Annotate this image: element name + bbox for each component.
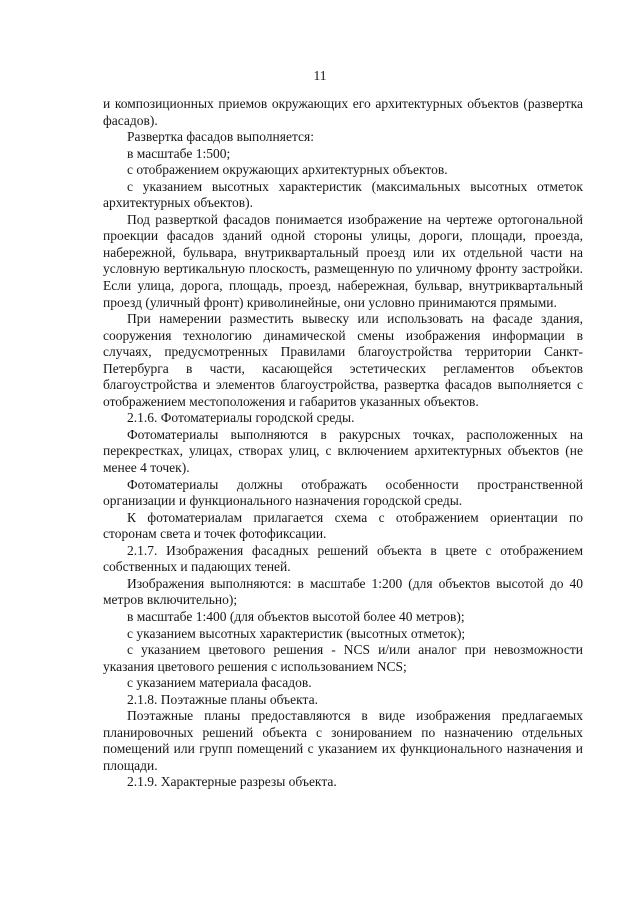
list-item: в масштабе 1:400 (для объектов высотой более 40 метров); [127,608,465,624]
document-body [103,96,583,791]
list-item: в масштабе 1:500; [127,145,231,161]
paragraph: Изображения выполняются: в масштабе 1:200 (для объектов высотой до 40 метров включительно); [103,575,583,608]
paragraph: При намерении разместить вывеску или использовать на фасаде здания, сооружения технологию динамической смены изображения информации в случаях, предусмотренных Правилами благоустройства территории Санкт-Петербурга в части, касающейся эстетических регламентов объектов благоустройства и элементов благоустройства, развертка фасадов выполняется с отображением местоположения и габаритов указанных объектов. [103,311,583,409]
paragraph: Фотоматериалы должны отображать особенности пространственной организации и функционального назначения городской среды. [103,476,583,509]
list-item: с указанием высотных характеристик (высотных отметок); [127,625,466,641]
paragraph: Поэтажные планы предоставляются в виде изображения предлагаемых планировочных решений объекта с зонированием по назначению отдельных помещений или групп помещений с указанием их функционального назначения и площади. [103,708,583,773]
section-heading: 2.1.9. Характерные разрезы объекта. [127,774,337,790]
list-item: с указанием цветового решения - NCS и/или аналог при невозможности указания цветового решения с использованием NCS; [103,642,583,674]
list-item: с отображением окружающих архитектурных объектов. [127,162,448,178]
list-item: с указанием высотных характеристик (максимальных высотных отметок архитектурных объектов). [103,178,583,211]
paragraph: К фотоматериалам прилагается схема с отображением ориентации по сторонам света и точек фотофиксации. [103,509,583,542]
list-item: с указанием материала фасадов. [127,675,312,691]
paragraph: Под разверткой фасадов понимается изображение на чертеже ортогональной проекции фасадов зданий одной стороны улицы, дороги, площади, проезда, набережной, бульвара, внутриквартальный проезд или их отдельной части на условную вертикальную плоскость, размещенную по уличному фронту застройки. Если улица, дорога, площадь, проезд, набережная, бульвар, внутриквартальный проезд (уличный фронт) криволинейные, они условно принимаются прямыми. [103,211,583,310]
section-heading: 2.1.6. Фотоматериалы городской среды. [127,410,355,426]
paragraph: Фотоматериалы выполняются в ракурсных точках, расположенных на перекрестках, улицах, створах улиц, с включением архитектурных объектов (не менее 4 точек). [103,426,583,476]
section-heading: 2.1.8. Поэтажные планы объекта. [127,691,318,707]
section-heading: 2.1.7. Изображения фасадных решений объекта в цвете с отображением собственных и падающих теней. [103,542,583,575]
paragraph-continuation: и композиционных приемов окружающих его архитектурных объектов (развертка фасадов). [103,96,583,128]
paragraph: Развертка фасадов выполняется: [127,129,314,145]
page-number: 11 [313,68,327,83]
